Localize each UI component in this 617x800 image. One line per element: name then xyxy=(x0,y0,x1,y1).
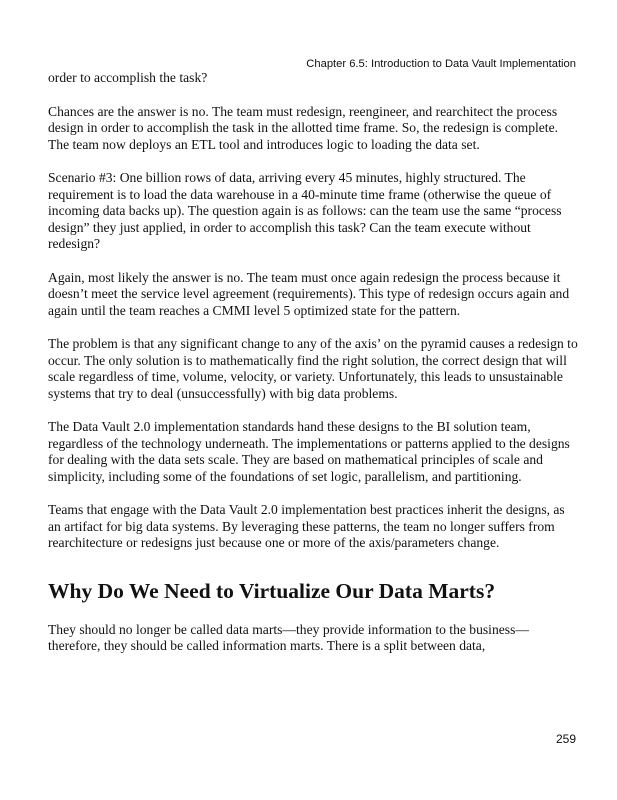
paragraph-scenario-3: Scenario #3: One billion rows of data, arriving every 45 minutes, highly structured. The requirement is to load the data warehouse in a 40-minute time frame (otherwise the queue of incoming data backs up). The question again is as follows: can the team use the same “process design” they just applied, in order to accomplish this task? Can the team execute without redesign? xyxy=(48,170,562,251)
page-number: 259 xyxy=(555,732,576,746)
paragraph-again: Again, most likely the answer is no. The team must once again redesign the process because it doesn’t meet the service level agreement (requirements). This type of redesign occurs again and again until the team reaches a CMMI level 5 optimized state for the pattern. xyxy=(48,269,570,318)
paragraph-information-marts: They should no longer be called data marts—they provide information to the business—therefore, they should be called information marts. There is a split between data, xyxy=(48,621,529,653)
paragraph-problem: The problem is that any significant change to any of the axis’ on the pyramid causes a redesign to occur. The only solution is to mathematically find the right solution, the correct design that will scale regardless of time, volume, velocity, or variety. Unfortunately, this leads to unsustainable systems that try to deal (unsuccessfully) with big data problems. xyxy=(48,336,578,401)
paragraph-redesign: Chances are the answer is no. The team must redesign, reengineer, and rearchitect the process design in order to accomplish the task in the allotted time frame. So, the redesign is complete. The team now deploys an ETL tool and introduces logic to loading the data set. xyxy=(48,103,559,152)
paragraph-standards: The Data Vault 2.0 implementation standards hand these designs to the BI solution team, regardless of the technology underneath. The implementations or patterns applied to the designs for dealing with the data sets scale. They are based on mathematical principles of scale and simplicity, including some of the foundations of set logic, parallelism, and partitioning. xyxy=(48,419,570,484)
section-heading: Why Do We Need to Virtualize Our Data Marts? xyxy=(48,578,496,603)
paragraph-continuation: order to accomplish the task? xyxy=(48,70,208,85)
running-header: Chapter 6.5: Introduction to Data Vault Implementation xyxy=(306,58,576,70)
page-body xyxy=(48,70,578,672)
paragraph-best-practices: Teams that engage with the Data Vault 2.0 implementation best practices inherit the designs, as an artifact for big data systems. By leveraging these patterns, the team no longer suffers from rearchitecture or redesigns just because one or more of the axis/parameters change. xyxy=(48,502,565,550)
